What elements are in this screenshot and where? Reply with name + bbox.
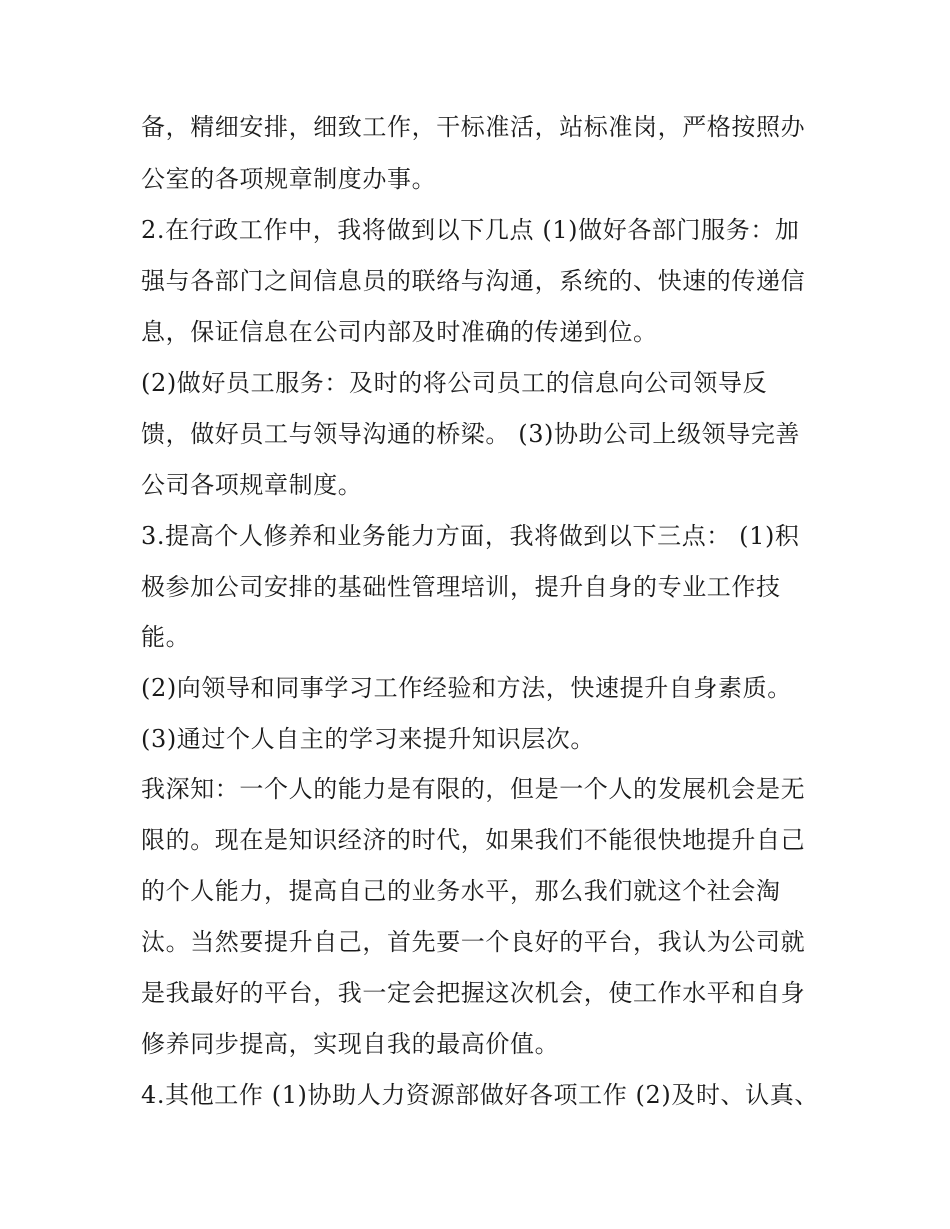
text-line: 修养同步提高，实现自我的最高价值。 xyxy=(141,1030,560,1058)
text-line: 极参加公司安排的基础性管理培训，提升自身的专业工作技 xyxy=(141,573,781,601)
text-line: 4.其他工作 (1)协助人力资源部做好各项工作 (2)及时、认真、 xyxy=(141,1081,819,1109)
text-line: 的个人能力，提高自己的业务水平，那么我们就这个社会淘 xyxy=(141,877,781,905)
text-line: 强与各部门之间信息员的联络与沟通，系统的、快速的传递信 xyxy=(141,267,806,295)
text-line: 馈，做好员工与领导沟通的桥梁。 (3)协助公司上级领导完善 xyxy=(141,420,801,448)
text-line: 是我最好的平台，我一定会把握这次机会，使工作水平和自身 xyxy=(141,979,806,1007)
text-line: 我深知：一个人的能力是有限的，但是一个人的发展机会是无 xyxy=(141,775,806,803)
text-line: (2)向领导和同事学习工作经验和方法，快速提升自身素质。 xyxy=(141,674,792,702)
text-line: (2)做好员工服务：及时的将公司员工的信息向公司领导反 xyxy=(141,369,768,397)
text-line: 3.提高个人修养和业务能力方面，我将做到以下三点： (1)积 xyxy=(141,522,800,550)
text-line: 备，精细安排，细致工作，干标准活，站标准岗，严格按照办 xyxy=(141,113,806,141)
text-line: (3)通过个人自主的学习来提升知识层次。 xyxy=(141,725,595,753)
text-line: 限的。现在是知识经济的时代，如果我们不能很快地提升自己 xyxy=(141,826,806,854)
text-line: 公室的各项规章制度办事。 xyxy=(141,165,437,193)
text-line: 汰。当然要提升自己，首先要一个良好的平台，我认为公司就 xyxy=(141,928,806,956)
text-line: 公司各项规章制度。 xyxy=(141,471,363,499)
text-line: 2.在行政工作中，我将做到以下几点 (1)做好各部门服务：加 xyxy=(141,216,800,244)
text-line: 能。 xyxy=(141,623,191,651)
text-line: 息，保证信息在公司内部及时准确的传递到位。 xyxy=(141,318,658,346)
